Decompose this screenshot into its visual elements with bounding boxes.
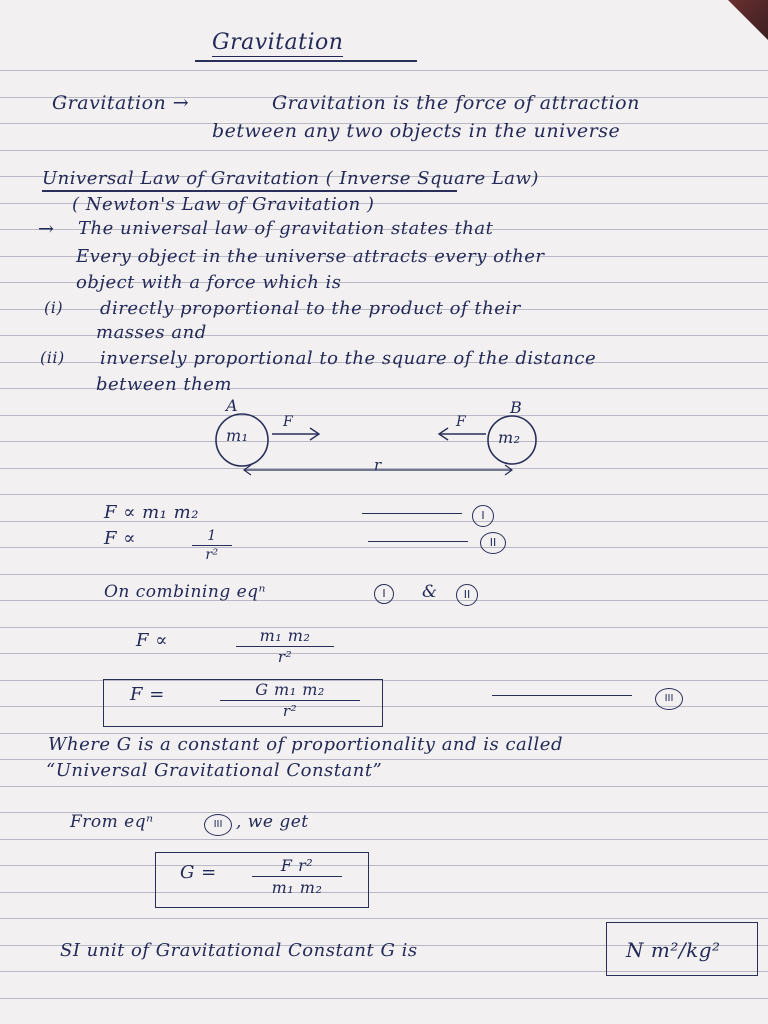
page-title: Gravitation [212,30,344,55]
equation-1: F ∝ m₁ m₂ [104,502,199,523]
ruled-line [0,865,768,866]
label-b: B [510,398,523,417]
eq1-dash [362,513,462,514]
eq4-denominator: r² [282,702,298,721]
point-1-marker: (i) [44,298,64,317]
ruled-line [0,653,768,654]
eq3-bar [236,646,334,647]
g-formula-fraction [252,856,342,897]
eq2-numerator: 1 [207,528,217,544]
ruled-line [0,574,768,575]
eq2-dash [368,541,468,542]
force-label-a: F [283,414,294,430]
eq4-bar [220,700,360,701]
combining-ref-1: I [374,584,394,604]
constant-line-2: “Universal Gravitational Constant” [46,760,383,781]
ruled-line [0,786,768,787]
ruled-line [0,150,768,151]
eq4-numerator: G m₁ m₂ [255,680,325,699]
ruled-line [0,998,768,999]
point-2-cont: between them [96,374,232,395]
from-eq-ref: III [204,814,232,836]
label-a: A [226,396,239,415]
equation-2-fraction [192,528,232,563]
eq3-denominator: r² [277,648,293,667]
ruled-line [0,494,768,495]
point-2-marker: (ii) [40,348,65,367]
ruled-line [0,918,768,919]
ruled-line [0,627,768,628]
combining-ref-2: II [456,584,478,606]
definition-line-1: Gravitation is the force of attraction [272,92,640,114]
definition-term: Gravitation → [52,92,190,114]
ruled-line [0,70,768,71]
g-bar [252,876,342,877]
eq2-number: II [480,532,506,554]
equation-4-lhs: F = [130,684,165,705]
force-label-b: F [456,414,467,430]
eq4-dash [492,695,632,696]
combining-text: On combining eqⁿ [104,582,266,602]
ruled-line [0,892,768,893]
eq1-number: I [472,505,494,527]
eq2-denominator: r² [205,547,219,564]
g-formula-lhs: G = [180,862,217,883]
law-subheading: ( Newton's Law of Gravitation ) [72,194,375,215]
point-1-text: directly proportional to the product of their [100,298,521,319]
title-underline [195,60,417,62]
mass-a-label: m₁ [226,426,249,445]
g-denominator: m₁ m₂ [271,878,323,898]
si-unit-value: N m²/kg² [626,938,721,962]
mass-b-label: m₂ [498,428,521,447]
from-eq-text: From eqⁿ [70,812,154,832]
law-heading: Universal Law of Gravitation ( Inverse Square Law) [42,168,539,189]
statement-arrow: → [38,218,55,240]
eq2-bar [192,545,232,546]
equation-2-lhs: F ∝ [104,528,136,549]
constant-line-1: Where G is a constant of proportionality and is called [48,734,563,755]
combining-amp: & [422,582,438,602]
si-unit-text: SI unit of Gravitational Constant G is [60,940,418,961]
equation-3-fraction [236,626,334,666]
gravitation-diagram [200,398,540,482]
eq4-number: III [655,688,683,710]
point-2-text: inversely proportional to the square of the distance [100,348,597,369]
point-1-cont: masses and [96,322,207,343]
equation-3-lhs: F ∝ [136,630,168,651]
page-corner [728,0,768,40]
eq3-numerator: m₁ m₂ [259,626,311,645]
statement-line-3: object with a force which is [76,272,342,293]
statement-line-2: Every object in the universe attracts every other [76,246,545,267]
g-numerator: F r² [280,856,314,875]
law-heading-underline [42,190,457,192]
statement-line-1: The universal law of gravitation states that [78,218,494,239]
equation-4-fraction [220,680,360,720]
from-eq-text-2: , we get [236,812,309,832]
distance-label: r [374,456,382,474]
ruled-line [0,839,768,840]
definition-line-2: between any two objects in the universe [212,120,621,142]
